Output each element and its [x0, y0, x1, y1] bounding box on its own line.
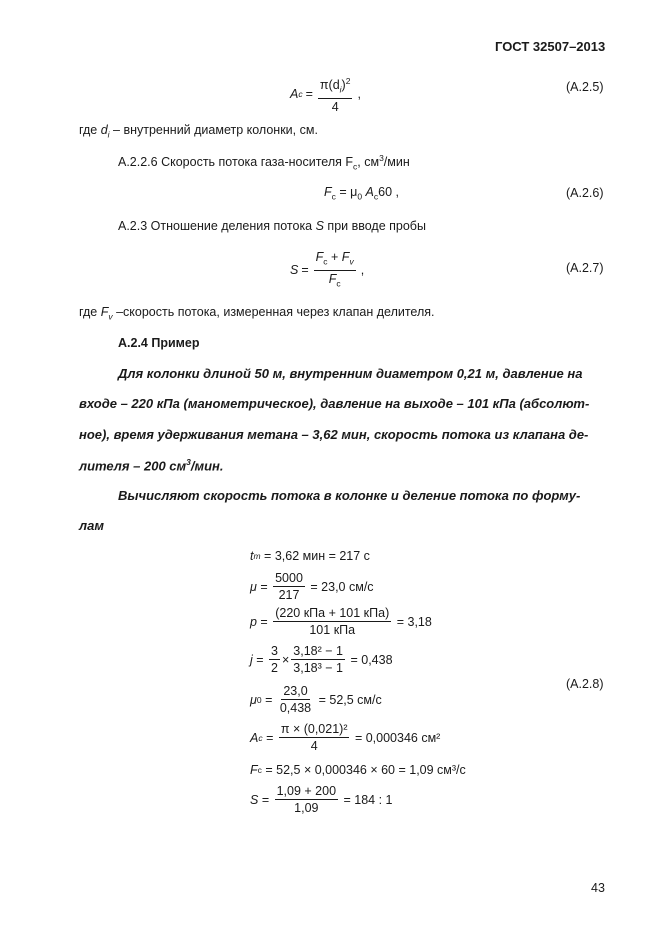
eq-a25-equals: =	[305, 86, 313, 101]
calc-r3-var: p	[250, 614, 257, 629]
calc-r8-den: 1,09	[294, 801, 319, 815]
where-fv-text: –скорость потока, измеренная через клапан делителя.	[112, 305, 435, 319]
where-fv-prefix: где	[79, 305, 101, 319]
calc-r6-den: 4	[310, 739, 318, 753]
calc-r5-den: 0,438	[279, 701, 312, 715]
where-fv-var-sub: v	[108, 311, 113, 322]
calc-r3-den: 101 кПа	[309, 623, 356, 637]
calc-r2-eq: =	[256, 579, 272, 594]
eq-a26-lhs-sub: c	[331, 191, 336, 202]
example-line-1: Для колонки длиной 50 м, внутренним диаметром 0,21 м, давление на	[118, 366, 583, 381]
calc-r2-num: 5000	[275, 571, 303, 585]
eq-a25-num: π(d	[319, 78, 340, 93]
calc-r4-n1: 3	[271, 644, 278, 658]
calc-r4-var: j	[250, 652, 253, 667]
eq-a25-num-close: )	[341, 78, 346, 93]
eq-a27-num-a: F	[315, 250, 324, 264]
calc-r6-var: A	[250, 730, 259, 745]
calc-row-p	[250, 606, 432, 637]
eq-a25-fraction	[318, 74, 353, 114]
eq-a27-num-a-sub: c	[323, 256, 328, 267]
eq-a25-lhs-sub: c	[298, 88, 303, 99]
sec-a226-sup: 3	[379, 153, 384, 163]
calc-r7-rhs: = 52,5 × 0,000346 × 60 = 1,09 см³/с	[261, 763, 466, 777]
example-heading: А.2.4 Пример	[118, 336, 200, 350]
where-di-prefix: где	[79, 123, 101, 137]
calc-r4-d1: 2	[271, 661, 278, 675]
eq-a25-number: (A.2.5)	[566, 80, 604, 94]
calc-row-j	[250, 644, 393, 675]
calc-r4-n2: 3,18² − 1	[293, 644, 343, 658]
calc-row-ac	[250, 722, 440, 753]
example-line-4	[79, 457, 224, 473]
eq-a26-rhs-a: = μ	[335, 185, 358, 199]
example-line-2: входе – 220 кПа (манометрическое), давление на выходе – 101 кПа (абсолют-	[79, 396, 590, 411]
eq-a27-tail: ,	[360, 263, 365, 277]
calc-r1-var: t	[250, 549, 254, 563]
calc-r8-rhs: = 184 : 1	[340, 792, 393, 807]
eq-a27-num-b: F	[341, 250, 350, 264]
calc-r3-eq: =	[256, 614, 272, 629]
calc-r3-fraction	[273, 606, 391, 637]
calc-r7-sub: c	[257, 765, 262, 775]
eq-a27-fraction	[314, 250, 356, 290]
example-line-4a: лителя – 200 см	[79, 458, 187, 474]
eq-a28-number: (A.2.8)	[566, 677, 604, 691]
eq-a25-num-sup: 2	[345, 76, 351, 86]
calc-r1-rhs: = 3,62 мин = 217 с	[260, 549, 370, 563]
calc-r4-rhs: = 0,438	[347, 652, 393, 667]
eq-a25-tail: ,	[357, 86, 361, 101]
eq-a26-rhs-b: A	[362, 185, 374, 199]
calc-r4-times: ×	[281, 652, 290, 667]
eq-a25-num-sub: i	[339, 84, 342, 95]
calc-r8-fraction	[275, 784, 338, 815]
equation-a26	[324, 185, 399, 202]
where-fv-var: F	[100, 305, 109, 319]
where-fv-line	[79, 305, 435, 322]
eq-a25-den: 4	[331, 99, 339, 114]
calc-row-s	[250, 784, 393, 815]
eq-a26-rhs-sub0: 0	[357, 191, 363, 202]
section-a23	[118, 219, 426, 233]
document-code: ГОСТ 32507–2013	[495, 39, 606, 54]
eq-a27-den-sub: c	[336, 278, 341, 288]
calc-r4-fraction-2	[291, 644, 345, 675]
where-di-text: – внутренний диаметр колонки, см.	[109, 123, 318, 137]
eq-a26-rhs-subc: c	[373, 191, 379, 202]
where-di-var-sub: i	[107, 129, 110, 140]
eq-a27-plus: +	[327, 250, 342, 264]
calc-r7-var: F	[250, 763, 258, 777]
eq-a26-number: (A.2.6)	[566, 186, 604, 200]
example-line-4b: /мин.	[190, 458, 224, 474]
calc-r2-var: μ	[250, 579, 257, 594]
where-di-var: d	[100, 123, 108, 137]
calc-r6-num: π × (0,021)²	[280, 722, 348, 736]
calc-r4-d2: 3,18³ − 1	[293, 661, 343, 675]
calc-row-tm	[250, 549, 370, 563]
calc-r4-fraction-1	[269, 644, 280, 675]
calc-r3-num: (220 кПа + 101 кПа)	[275, 606, 390, 620]
calc-r2-rhs: = 23,0 см/с	[306, 579, 374, 594]
calc-r5-sub: 0	[256, 694, 262, 705]
example-line-5: Вычисляют скорость потока в колонке и деление потока по форму-	[118, 488, 581, 503]
sec-a226-sub: c	[353, 161, 358, 172]
calc-r2-den: 217	[278, 588, 300, 602]
eq-a27-den: F	[328, 271, 337, 286]
calc-row-fc	[250, 763, 466, 777]
calc-r1-sub: m	[253, 551, 261, 561]
sec-a23-var: S	[315, 219, 324, 233]
where-di-line	[79, 123, 318, 140]
example-line-6: лам	[79, 518, 104, 533]
calc-r5-rhs: = 52,5 см/с	[315, 692, 382, 707]
eq-a26-rhs-c: 60 ,	[378, 185, 399, 199]
calc-r8-num: 1,09 + 200	[276, 784, 337, 798]
calc-r5-fraction	[278, 684, 313, 715]
eq-a27-lhs: S	[290, 263, 299, 277]
calc-r8-eq: =	[258, 792, 273, 807]
calc-row-mu	[250, 571, 374, 602]
calc-r3-rhs: = 3,18	[393, 614, 432, 629]
calc-r8-var: S	[250, 792, 259, 807]
calc-r5-var: μ	[250, 692, 257, 707]
calc-r6-sub: c	[258, 732, 263, 743]
calc-r5-num: 23,0	[283, 684, 308, 698]
calc-r6-rhs: = 0,000346 см²	[351, 730, 441, 745]
eq-a26-lhs: F	[324, 185, 332, 199]
equation-a25	[290, 74, 361, 114]
sec-a226-text: A.2.2.6 Скорость потока газа-носителя F	[118, 155, 354, 170]
calc-r2-fraction	[273, 571, 305, 602]
calc-r6-eq: =	[262, 730, 277, 745]
eq-a27-number: (A.2.7)	[566, 261, 604, 275]
example-line-3: ное), время удерживания метана – 3,62 мин, скорость потока из клапана де-	[79, 427, 589, 442]
eq-a27-num-b-sub: v	[349, 256, 354, 267]
example-line-4-sup: 3	[186, 457, 191, 467]
calc-r6-fraction	[279, 722, 350, 753]
section-a226	[118, 153, 410, 172]
calc-row-mu0	[250, 684, 382, 715]
calc-r5-eq: =	[261, 692, 276, 707]
sec-a226-text2: , см	[357, 155, 380, 170]
calc-r4-eq: =	[252, 652, 268, 667]
sec-a23-text2: при вводе пробы	[323, 219, 426, 233]
sec-a226-text3: /мин	[383, 155, 410, 170]
page-number: 43	[591, 881, 605, 895]
eq-a27-equals: =	[301, 263, 309, 277]
sec-a23-text: A.2.3 Отношение деления потока	[118, 219, 316, 233]
eq-a25-lhs: A	[290, 86, 299, 101]
equation-a27	[290, 250, 364, 290]
